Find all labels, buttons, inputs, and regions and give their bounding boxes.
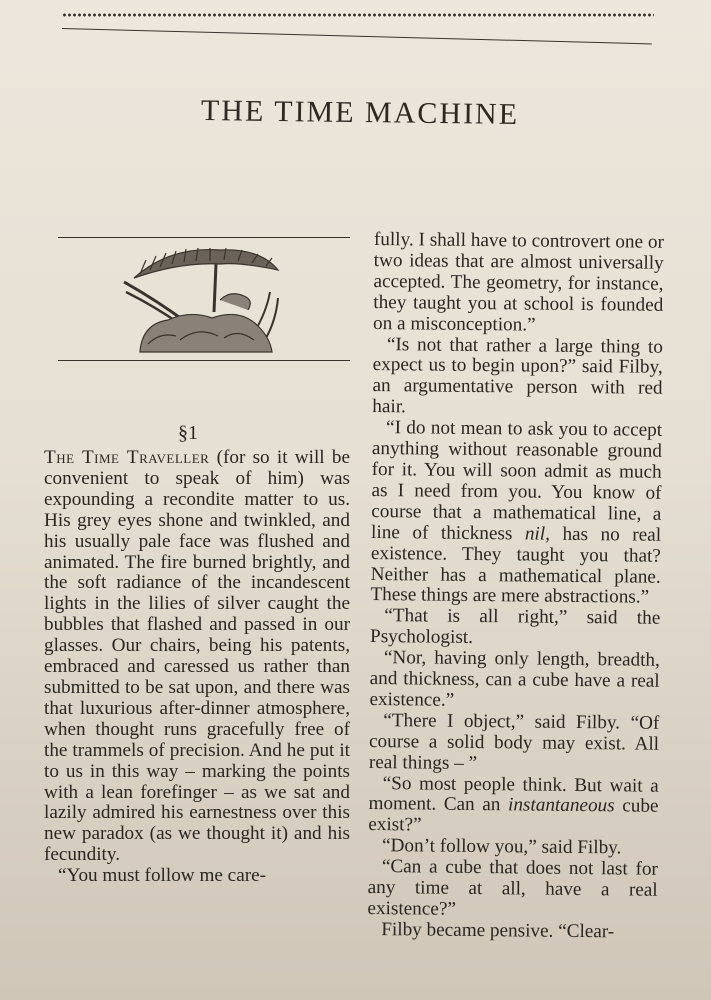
italic-word: nil, xyxy=(524,523,551,545)
paragraph: “Can a cube that does not last for any time at all, have a real existence?” xyxy=(367,856,658,920)
paragraph: Filby became pensive. “Clear- xyxy=(381,919,615,943)
paragraph: “Nor, having only length, breadth, and thickness, can a cube have a real existence.” xyxy=(369,647,660,711)
header-rule xyxy=(62,28,652,44)
tree-vignette-icon xyxy=(120,240,300,358)
paragraph: fully. I shall have to controvert one or two ideas that are almost universally accepted. The geometry, for instance, they taught you at school is founded on a misconception.” xyxy=(373,229,664,336)
left-column xyxy=(44,448,350,887)
vignette-bottom-rule xyxy=(58,360,350,361)
italic-word: instantaneous xyxy=(507,794,615,817)
dotted-rule xyxy=(62,12,654,18)
page-title: THE TIME MACHINE xyxy=(200,94,520,131)
vignette-top-rule xyxy=(58,237,350,238)
paragraph: “I do not mean to ask you to accept anything without reasonable ground for it. You will soon admit as much as I need from you. You know of course that a mathematical line, a line of thickness nil, has no real existence. They taught you that? Neither has a mathematical plane. These things are mere abstractions.” xyxy=(370,417,663,609)
right-column xyxy=(367,230,664,944)
paragraph: “Don’t follow you,” said Filby. xyxy=(381,835,622,859)
paragraph: “Is not that rather a large thing to expect us to begin upon?” said Filby, an argumentative person with red hair. xyxy=(372,333,663,418)
paragraph: “That is all right,” said the Psychologist. xyxy=(369,605,661,649)
paragraph: “You must follow me care- xyxy=(58,865,267,887)
opening-text: (for so it will be convenient to speak of him) was expounding a recondite matter to us. His grey eyes shone and twinkled, and his usually pale face was flushed and animated. The fire burned brightly, and the soft radiance of the incandescent lights in the lilies of silver caught the bubbles that flashed and passed in our glasses. Our chairs, being his patents, embraced and caressed us rather than submitted to be sat upon, and there was that luxurious after-dinner atmosphere, when thought runs gracefully free of the trammels of precision. And he put it to us in this way – marking the points with a lean forefinger – as we sat and lazily admired his earnestness over this new paradox (as we thought it) and his fecundity. xyxy=(44,447,350,866)
paragraph: “So most people think. But wait a moment. Can an instantaneous cube exist?” xyxy=(368,772,659,836)
opening-lead: The Time Traveller xyxy=(44,447,210,468)
section-number: §1 xyxy=(178,422,198,444)
opening-paragraph xyxy=(44,448,350,866)
paragraph: “There I object,” said Filby. “Of course a solid body may exist. All real things – ” xyxy=(368,709,660,774)
